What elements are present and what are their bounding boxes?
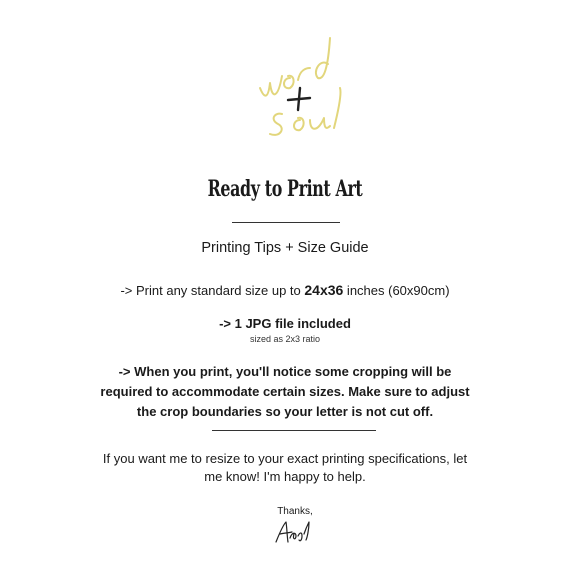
print-size-suffix: inches (60x90cm) [343, 283, 450, 298]
print-size-line [0, 282, 570, 298]
cropping-note: -> When you print, you'll notice some cropping will be required to accommodate certain sizes. Make sure to adjust the crop boundaries so your letter is not cut off. [100, 364, 470, 419]
title-underline [232, 222, 340, 223]
word-soul-logo [230, 28, 350, 158]
resize-note: If you want me to resize to your exact printing specifications, let me know! I'm happy to help. [102, 451, 468, 484]
section-divider [212, 430, 376, 431]
page-title: Ready to Print Art [207, 176, 363, 202]
subtitle: Printing Tips + Size Guide [201, 240, 369, 256]
print-size-value: 24x36 [304, 282, 344, 298]
signature-icon [272, 516, 312, 546]
print-size-prefix: -> Print any standard size up to [120, 283, 305, 298]
ratio-note: sized as 2x3 ratio [249, 334, 321, 344]
jpg-file-line: -> 1 JPG file included [219, 316, 351, 331]
signoff: Thanks, [277, 506, 313, 517]
